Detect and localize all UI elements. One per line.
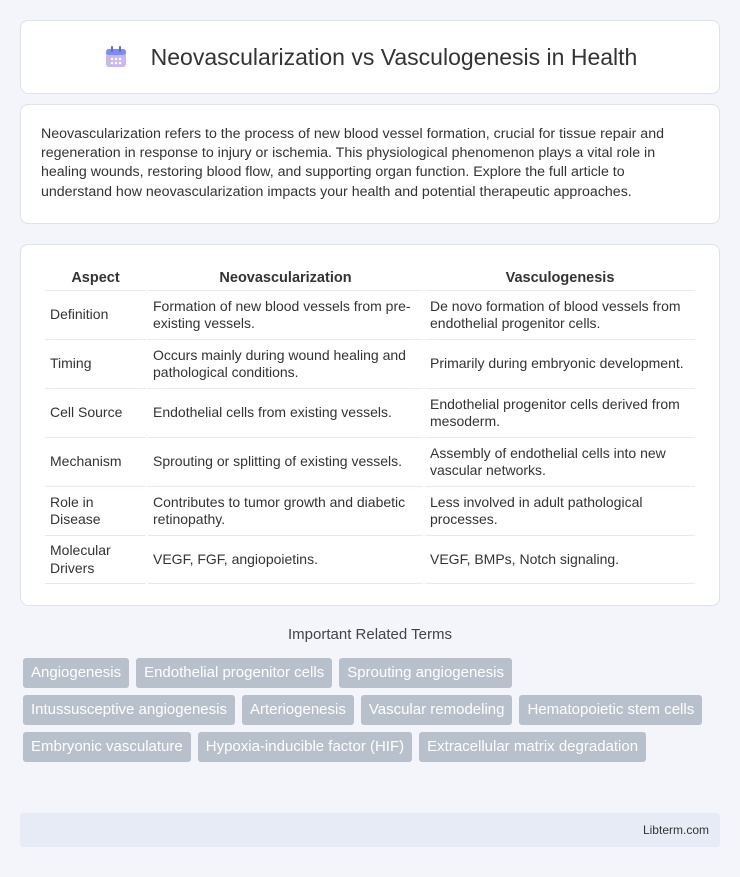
row-aspect: Timing (45, 339, 146, 388)
row-vasculogenesis: Primarily during embryonic development. (425, 339, 695, 388)
row-vasculogenesis: Less involved in adult pathological processes. (425, 486, 695, 535)
footer (20, 813, 720, 847)
calendar-icon (103, 44, 129, 70)
table-row (45, 535, 695, 584)
table-row (45, 486, 695, 535)
table-row (45, 339, 695, 388)
row-vasculogenesis: Assembly of endothelial cells into new vascular networks. (425, 437, 695, 486)
row-neovascularization: Formation of new blood vessels from pre-existing vessels. (148, 290, 423, 339)
related-term-tag[interactable]: Vascular remodeling (361, 695, 513, 725)
related-term-tag[interactable]: Extracellular matrix degradation (419, 732, 646, 762)
related-term-tag[interactable]: Arteriogenesis (242, 695, 354, 725)
row-neovascularization: Contributes to tumor growth and diabetic retinopathy. (148, 486, 423, 535)
row-neovascularization: Sprouting or splitting of existing vessels. (148, 437, 423, 486)
row-neovascularization: VEGF, FGF, angiopoietins. (148, 535, 423, 584)
header-vasculogenesis: Vasculogenesis (505, 269, 615, 286)
related-terms-list (23, 658, 723, 769)
row-aspect: Role in Disease (45, 486, 146, 535)
related-terms-title: Important Related Terms (288, 626, 452, 643)
row-neovascularization: Endothelial cells from existing vessels. (148, 388, 423, 437)
intro-text: Neovascularization refers to the process of new blood vessel formation, crucial for tissue repair and regeneration in response to injury or ischemia. This physiological phenomenon plays a vital role in healing wounds, restoring blood flow, and supporting organ function. Explore the full article to understand how neovascularization impacts your health and potential therapeutic approaches. (41, 126, 664, 200)
table-row (45, 290, 695, 339)
comparison-table (43, 265, 697, 584)
related-term-tag[interactable]: Sprouting angiogenesis (339, 658, 512, 688)
title-card (20, 20, 720, 94)
related-term-tag[interactable]: Angiogenesis (23, 658, 129, 688)
row-vasculogenesis: De novo formation of blood vessels from endothelial progenitor cells. (425, 290, 695, 339)
table-row (45, 388, 695, 437)
row-neovascularization: Occurs mainly during wound healing and pathological conditions. (148, 339, 423, 388)
row-aspect: Cell Source (45, 388, 146, 437)
related-term-tag[interactable]: Endothelial progenitor cells (136, 658, 332, 688)
page-title: Neovascularization vs Vasculogenesis in Health (150, 43, 638, 70)
row-aspect: Definition (45, 290, 146, 339)
table-header-row (45, 265, 695, 290)
footer-site-link[interactable]: Libterm.com (642, 823, 709, 837)
row-vasculogenesis: VEGF, BMPs, Notch signaling. (425, 535, 695, 584)
row-vasculogenesis: Endothelial progenitor cells derived from mesoderm. (425, 388, 695, 437)
row-aspect: Molecular Drivers (45, 535, 146, 584)
comparison-table-card (20, 244, 720, 606)
related-term-tag[interactable]: Embryonic vasculature (23, 732, 191, 762)
row-aspect: Mechanism (45, 437, 146, 486)
header-neovascularization: Neovascularization (219, 269, 352, 286)
related-term-tag[interactable]: Intussusceptive angiogenesis (23, 695, 235, 725)
table-row (45, 437, 695, 486)
related-term-tag[interactable]: Hypoxia-inducible factor (HIF) (198, 732, 412, 762)
header-aspect: Aspect (71, 269, 120, 286)
intro-card (20, 104, 720, 224)
related-term-tag[interactable]: Hematopoietic stem cells (519, 695, 702, 725)
